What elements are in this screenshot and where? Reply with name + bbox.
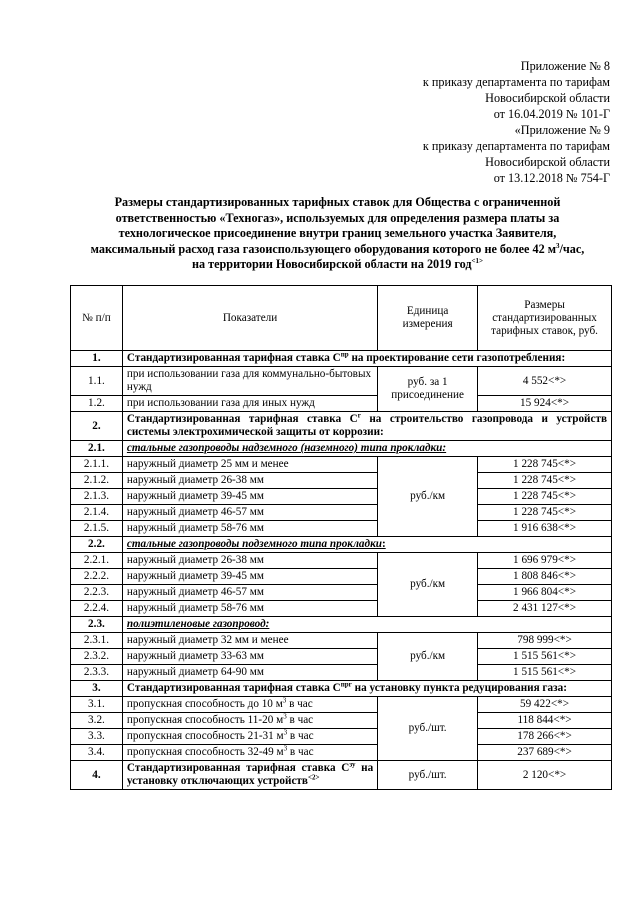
title-line: максимальный расход газа газоиспользующего оборудования которого не более 42 $м^3$/час, xyxy=(90,241,585,256)
row-value: 798 999<*> xyxy=(478,633,612,649)
table-row xyxy=(71,521,612,537)
section-row xyxy=(71,761,612,790)
row-value: 118 844<*> xyxy=(478,713,612,729)
row-indicator: при использовании газа для иных нужд xyxy=(122,396,377,412)
document-title xyxy=(60,195,615,273)
table-row xyxy=(71,505,612,521)
row-value: 1 228 745<*> xyxy=(478,473,612,489)
title-line: на территории Новосибирской области на 2019 год$^{<1>}$ xyxy=(191,257,484,272)
table-row xyxy=(71,649,612,665)
table-row xyxy=(71,457,612,473)
row-unit: руб./км xyxy=(378,457,478,537)
section-row xyxy=(71,412,612,441)
row-unit: руб./км xyxy=(378,553,478,617)
header-line: от 16.04.2019 № 101-Г xyxy=(493,107,610,121)
row-value: 15 924<*> xyxy=(478,396,612,412)
row-num: 2.2.2. xyxy=(71,569,123,585)
row-value: 1 808 846<*> xyxy=(478,569,612,585)
header-unit: Единица измерения xyxy=(378,286,478,351)
header-line: Новосибирской области xyxy=(485,91,610,105)
row-num: 2.3. xyxy=(71,617,123,633)
section-row xyxy=(71,681,612,697)
row-num: 3.3. xyxy=(71,729,123,745)
row-value: 1 228 745<*> xyxy=(478,457,612,473)
row-num: 2.2.3. xyxy=(71,585,123,601)
row-value: 2 120<*> xyxy=(478,761,612,790)
table-row xyxy=(71,633,612,649)
table-row xyxy=(71,745,612,761)
title-line: Размеры стандартизированных тарифных ставок для Общества с ограниченной xyxy=(114,195,561,209)
row-indicator: наружный диаметр 39-45 мм xyxy=(122,569,377,585)
row-num: 2.2. xyxy=(71,537,123,553)
subsection-title: стальные газопроводы надземного (наземного) типа прокладки: xyxy=(122,441,611,457)
header-line: к приказу департамента по тарифам xyxy=(422,139,610,153)
row-indicator: наружный диаметр 58-76 мм xyxy=(122,521,377,537)
header-line: Новосибирской области xyxy=(485,155,610,169)
row-indicator: пропускная способность 21-31 $м^3$ в час xyxy=(122,729,377,745)
row-num: 2.1.2. xyxy=(71,473,123,489)
header-indicator: Показатели xyxy=(122,286,377,351)
row-num: 2.1.4. xyxy=(71,505,123,521)
header-num: № п/п xyxy=(71,286,123,351)
row-value: 178 266<*> xyxy=(478,729,612,745)
row-num: 3. xyxy=(71,681,123,697)
row-indicator: наружный диаметр 33-63 мм xyxy=(122,649,377,665)
row-unit: руб. за 1 присоединение xyxy=(378,367,478,412)
row-indicator: наружный диаметр 26-38 мм xyxy=(122,553,377,569)
approval-header xyxy=(423,58,610,186)
row-num: 4. xyxy=(71,761,123,790)
row-unit: руб./шт. xyxy=(378,761,478,790)
row-num: 2.1. xyxy=(71,441,123,457)
table-row xyxy=(71,367,612,396)
section-title: Стандартизированная тарифная ставка $С^{пр}$ на проектирование сети газопотребления: xyxy=(122,351,611,367)
row-num: 1.2. xyxy=(71,396,123,412)
table-row xyxy=(71,489,612,505)
row-indicator: при использовании газа для коммунально-бытовых нужд xyxy=(122,367,377,396)
row-value: 1 515 561<*> xyxy=(478,665,612,681)
table-row xyxy=(71,713,612,729)
row-num: 2.1.1. xyxy=(71,457,123,473)
header-line: «Приложение № 9 xyxy=(514,123,610,137)
title-line: технологическое присоединение внутри границ земельного участка Заявителя, xyxy=(118,226,557,241)
row-num: 3.4. xyxy=(71,745,123,761)
table-row xyxy=(71,729,612,745)
row-num: 2.3.1. xyxy=(71,633,123,649)
subsection-title: полиэтиленовые газопровод: xyxy=(122,617,611,633)
row-indicator: наружный диаметр 58-76 мм xyxy=(122,601,377,617)
row-value: 1 515 561<*> xyxy=(478,649,612,665)
row-num: 3.1. xyxy=(71,697,123,713)
row-indicator: пропускная способность 32-49 $м^3$ в час xyxy=(122,745,377,761)
row-indicator: наружный диаметр 46-57 мм xyxy=(122,505,377,521)
row-unit: руб./шт. xyxy=(378,697,478,761)
row-value: 4 552<*> xyxy=(478,367,612,396)
row-value: 2 431 127<*> xyxy=(478,601,612,617)
row-indicator: пропускная способность 11-20 $м^3$ в час xyxy=(122,713,377,729)
subsection-row xyxy=(71,537,612,553)
row-indicator: наружный диаметр 46-57 мм xyxy=(122,585,377,601)
row-num: 2.1.3. xyxy=(71,489,123,505)
row-num: 2.2.4. xyxy=(71,601,123,617)
row-indicator: наружный диаметр 32 мм и менее xyxy=(122,633,377,649)
section-row xyxy=(71,351,612,367)
subsection-title: стальные газопроводы подземного типа прокладки: xyxy=(122,537,611,553)
row-value: 1 966 804<*> xyxy=(478,585,612,601)
subsection-row xyxy=(71,617,612,633)
row-num: 2.3.2. xyxy=(71,649,123,665)
row-value: 1 916 638<*> xyxy=(478,521,612,537)
row-indicator: наружный диаметр 26-38 мм xyxy=(122,473,377,489)
row-value: 1 696 979<*> xyxy=(478,553,612,569)
section-title: Стандартизированная тарифная ставка $С^{зу}$ на установку отключающих устройств$^{<2>}$ xyxy=(122,761,377,790)
row-value: 1 228 745<*> xyxy=(478,489,612,505)
header-line: Приложение № 8 xyxy=(520,59,610,73)
row-indicator: наружный диаметр 64-90 мм xyxy=(122,665,377,681)
table-row xyxy=(71,396,612,412)
table-row xyxy=(71,585,612,601)
row-num: 1.1. xyxy=(71,367,123,396)
row-num: 2.2.1. xyxy=(71,553,123,569)
row-num: 1. xyxy=(71,351,123,367)
section-title: Стандартизированная тарифная ставка $С^г$ на строительство газопровода и устройств системы электрохимической защиты от коррозии: xyxy=(122,412,611,441)
row-num: 2.3.3. xyxy=(71,665,123,681)
table-row xyxy=(71,569,612,585)
header-rates: Размеры стандартизированных тарифных ставок, руб. xyxy=(478,286,612,351)
subsection-row xyxy=(71,441,612,457)
table-row xyxy=(71,473,612,489)
row-num: 2. xyxy=(71,412,123,441)
row-num: 2.1.5. xyxy=(71,521,123,537)
table-row xyxy=(71,697,612,713)
row-unit: руб./км xyxy=(378,633,478,681)
table-row xyxy=(71,601,612,617)
title-line: ответственностью «Техногаз», используемых для определения размера платы за xyxy=(115,210,560,225)
table-row xyxy=(71,553,612,569)
header-line: от 13.12.2018 № 754-Г xyxy=(493,171,610,185)
row-value: 237 689<*> xyxy=(478,745,612,761)
row-indicator: наружный диаметр 25 мм и менее xyxy=(122,457,377,473)
table-header-row xyxy=(71,286,612,351)
section-title: Стандартизированная тарифная ставка $С^{прг}$ на установку пункта редуцирования газа: xyxy=(122,681,611,697)
row-value: 59 422<*> xyxy=(478,697,612,713)
row-value: 1 228 745<*> xyxy=(478,505,612,521)
row-indicator: наружный диаметр 39-45 мм xyxy=(122,489,377,505)
row-num: 3.2. xyxy=(71,713,123,729)
table-row xyxy=(71,665,612,681)
row-indicator: пропускная способность до 10 $м^3$ в час xyxy=(122,697,377,713)
tariff-table xyxy=(70,285,612,790)
header-line: к приказу департамента по тарифам xyxy=(422,75,610,89)
